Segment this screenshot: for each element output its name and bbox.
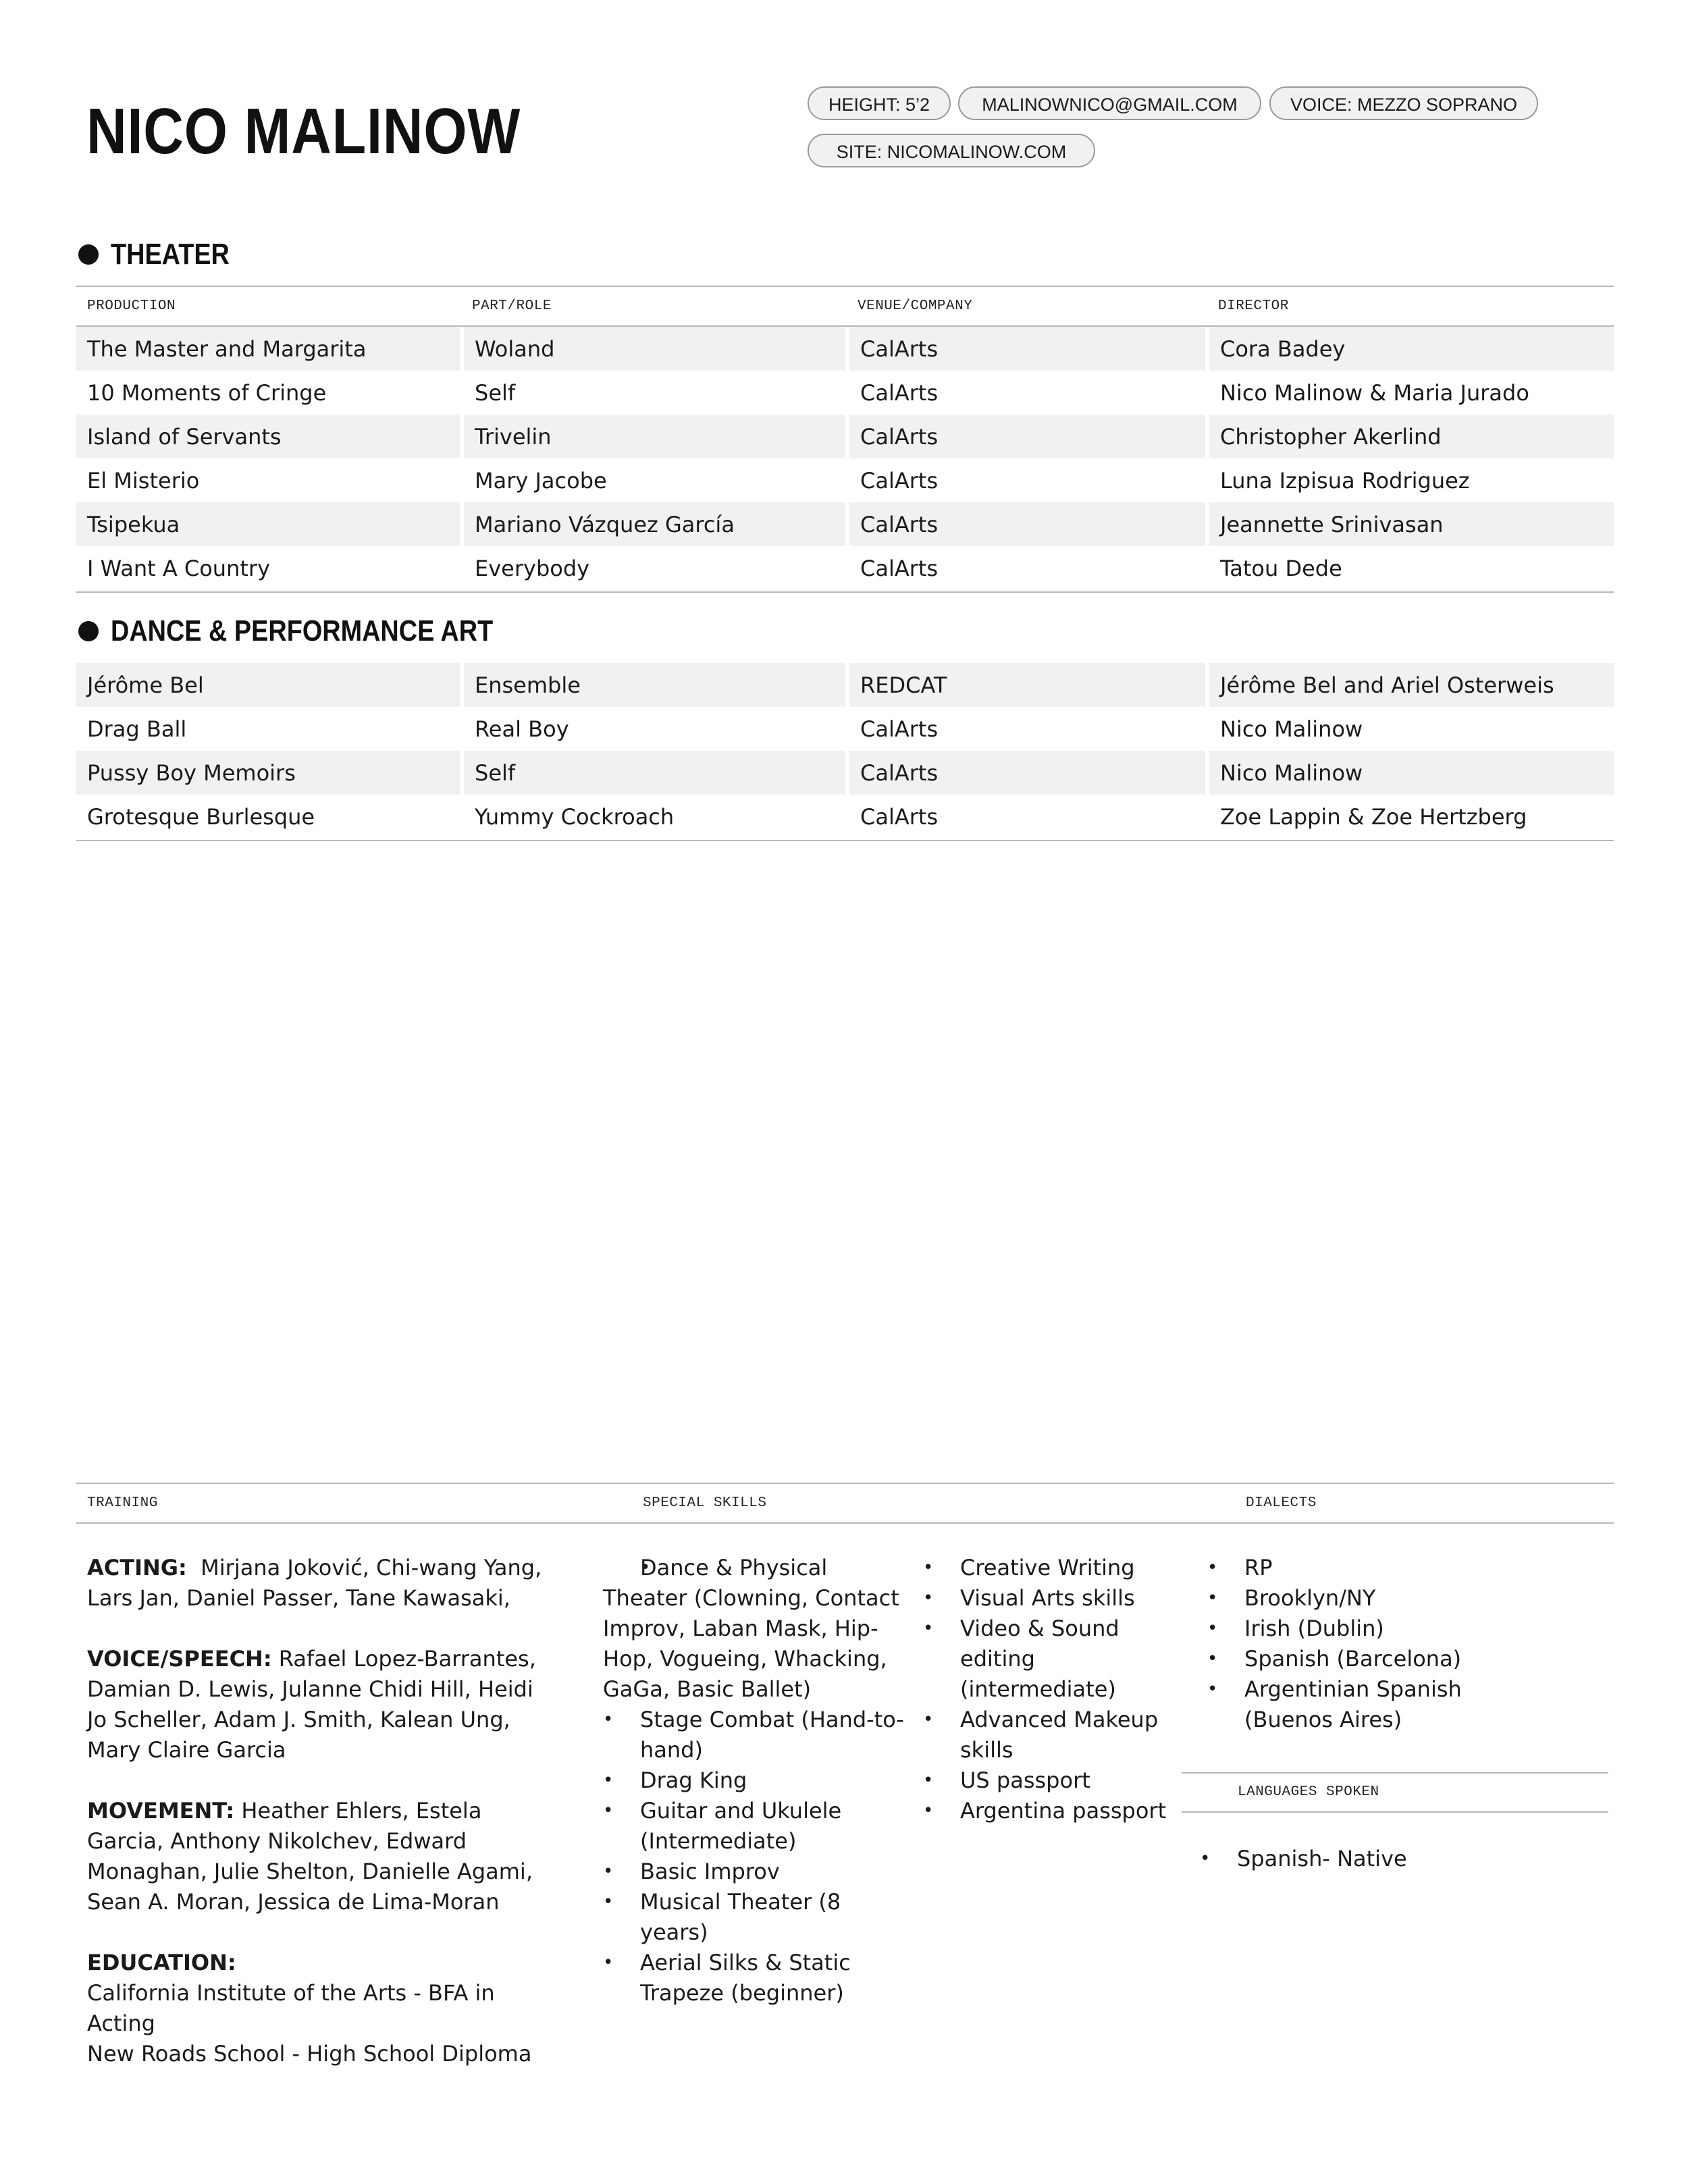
training-header: TRAINING xyxy=(87,1495,158,1511)
email-pill[interactable]: MALINOWNICO@GMAIL.COM xyxy=(958,86,1261,120)
director-cell: Nico Malinow xyxy=(1207,707,1614,751)
production-cell: Drag Ball xyxy=(87,716,187,742)
skills-column-2 xyxy=(923,1553,1193,1826)
skill-item: • Video & Sound editing (intermediate) xyxy=(923,1614,1193,1705)
skill-item: • Creative Writing xyxy=(923,1553,1193,1583)
dialect-item: • RP xyxy=(1207,1553,1491,1583)
role-cell: Mary Jacobe xyxy=(462,458,847,502)
table-row xyxy=(76,327,1614,371)
dialect-item: • Irish (Dublin) xyxy=(1207,1614,1491,1644)
skill-item: • Stage Combat (Hand-to-hand) xyxy=(603,1705,907,1765)
divider xyxy=(76,286,1614,287)
director-cell: Nico Malinow & Maria Jurado xyxy=(1207,371,1614,415)
training-column xyxy=(87,1553,560,2069)
education-block xyxy=(87,1948,560,2069)
education-item: New Roads School - High School Diploma xyxy=(87,2041,532,2067)
languages-header: LANGUAGES SPOKEN xyxy=(1238,1784,1379,1800)
bullet-dot-icon xyxy=(78,244,99,265)
role-cell: Everybody xyxy=(462,546,847,590)
role-cell: Trivelin xyxy=(462,415,847,458)
director-cell: Cora Badey xyxy=(1207,327,1614,371)
director-cell: Luna Izpisua Rodriguez xyxy=(1207,458,1614,502)
divider xyxy=(1182,1811,1608,1813)
skill-item: • Drag King xyxy=(603,1765,907,1796)
role-cell: Woland xyxy=(462,327,847,371)
table-row xyxy=(76,795,1614,838)
venue-cell: CalArts xyxy=(847,751,1207,795)
voice-block xyxy=(87,1644,560,1765)
role-cell: Ensemble xyxy=(462,663,847,707)
role-cell: Self xyxy=(462,751,847,795)
height-pill: HEIGHT: 5’2 xyxy=(808,86,951,120)
director-cell: Jeannette Srinivasan xyxy=(1207,502,1614,546)
movement-block xyxy=(87,1796,560,1917)
dance-title: DANCE & PERFORMANCE ART xyxy=(111,614,494,647)
acting-block xyxy=(87,1553,560,1614)
venue-cell: CalArts xyxy=(847,458,1207,502)
skill-item: • Dance & Physical Theater (Clowning, Contact Improv, Laban Mask, Hip-Hop, Vogueing, Whacking, GaGa, Basic Ballet) xyxy=(603,1553,907,1705)
production-cell: Island of Servants xyxy=(76,415,462,458)
education-item: California Institute of the Arts - BFA in Acting xyxy=(87,1980,495,2036)
venue-cell: CalArts xyxy=(847,371,1207,415)
table-row xyxy=(76,415,1614,458)
skill-item: • Musical Theater (8 years) xyxy=(603,1887,907,1948)
production-cell: The Master and Margarita xyxy=(76,327,462,371)
voice-pill: VOICE: MEZZO SOPRANO xyxy=(1269,86,1538,120)
voice-teachers: Rafael Lopez-Barrantes, Damian D. Lewis, Julanne Chidi Hill, Heidi Jo Scheller, Adam J. Smith, Kalean Ung, Mary Claire Garcia xyxy=(87,1646,536,1763)
dialect-item: • Argentinian Spanish (Buenos Aires) xyxy=(1207,1674,1491,1735)
skill-item: • Advanced Makeup skills xyxy=(923,1705,1193,1765)
table-row xyxy=(76,663,1614,707)
skill-item: • Basic Improv xyxy=(603,1857,907,1887)
skills-column-1 xyxy=(603,1553,907,2008)
theater-title: THEATER xyxy=(111,238,230,271)
role-cell: Real Boy xyxy=(462,707,847,751)
divider xyxy=(76,840,1614,841)
movement-teachers: Heather Ehlers, Estela Garcia, Anthony Nikolchev, Edward Monaghan, Julie Shelton, Danielle Agami, Sean A. Moran, Jessica de Lima-Moran xyxy=(87,1798,533,1915)
table-row xyxy=(76,707,1614,751)
director-cell: Zoe Lappin & Zoe Hertzberg xyxy=(1207,795,1614,838)
divider xyxy=(1182,1772,1608,1774)
dialect-item: • Brooklyn/NY xyxy=(1207,1583,1491,1614)
venue-cell: CalArts xyxy=(847,546,1207,590)
director-cell: Tatou Dede xyxy=(1207,546,1614,590)
movement-label: MOVEMENT: xyxy=(87,1798,235,1823)
role-cell: Yummy Cockroach xyxy=(462,795,847,838)
dance-table xyxy=(76,663,1614,838)
role-cell: Mariano Vázquez García xyxy=(462,502,847,546)
production-cell: Pussy Boy Memoirs xyxy=(76,751,462,795)
education-label: EDUCATION: xyxy=(87,1950,236,1975)
production-cell: Tsipekua xyxy=(76,502,462,546)
site-pill[interactable]: SITE: NICOMALINOW.COM xyxy=(808,134,1095,167)
language-item: • Spanish- Native xyxy=(1200,1844,1483,1874)
col-header-production: PRODUCTION xyxy=(87,298,176,314)
skill-item: • Argentina passport xyxy=(923,1796,1193,1826)
production-cell: 10 Moments of Cringe xyxy=(87,379,327,406)
table-row xyxy=(76,502,1614,546)
bullet-dot-icon xyxy=(78,621,99,641)
production-cell: Grotesque Burlesque xyxy=(87,803,315,830)
role-cell: Self xyxy=(462,371,847,415)
production-cell: El Misterio xyxy=(87,467,200,494)
divider xyxy=(76,591,1614,593)
dialects-header: DIALECTS xyxy=(1246,1495,1317,1511)
table-row xyxy=(76,371,1614,415)
venue-cell: CalArts xyxy=(847,502,1207,546)
venue-cell: CalArts xyxy=(847,707,1207,751)
venue-cell: CalArts xyxy=(847,795,1207,838)
production-cell: I Want A Country xyxy=(87,555,270,581)
table-row xyxy=(76,546,1614,590)
theater-heading xyxy=(78,238,249,271)
director-cell: Christopher Akerlind xyxy=(1207,415,1614,458)
actor-name: NICO MALINOW xyxy=(86,95,521,167)
table-row xyxy=(76,751,1614,795)
voice-label: VOICE/SPEECH: xyxy=(87,1646,272,1672)
acting-label: ACTING: xyxy=(87,1555,187,1580)
acting-teachers: Mirjana Joković, Chi-wang Yang, Lars Jan, Daniel Passer, Tane Kawasaki, xyxy=(87,1555,542,1611)
venue-cell: REDCAT xyxy=(847,663,1207,707)
skill-item: • Aerial Silks & Static Trapeze (beginner) xyxy=(603,1948,907,2008)
dance-heading xyxy=(78,614,555,648)
venue-cell: CalArts xyxy=(847,415,1207,458)
dialect-item: • Spanish (Barcelona) xyxy=(1207,1644,1491,1674)
skill-item: • Visual Arts skills xyxy=(923,1583,1193,1614)
skill-item: • Guitar and Ukulele (Intermediate) xyxy=(603,1796,907,1857)
venue-cell: CalArts xyxy=(847,327,1207,371)
production-cell: Jérôme Bel xyxy=(76,663,462,707)
languages-column xyxy=(1200,1844,1483,1874)
table-row xyxy=(76,458,1614,502)
col-header-venue: VENUE/COMPANY xyxy=(858,298,973,314)
divider xyxy=(76,1483,1614,1484)
director-cell: Nico Malinow xyxy=(1207,751,1614,795)
divider xyxy=(76,1522,1614,1524)
skills-header: SPECIAL SKILLS xyxy=(643,1495,767,1511)
theater-table xyxy=(76,327,1614,590)
col-header-role: PART/ROLE xyxy=(472,298,552,314)
col-header-director: DIRECTOR xyxy=(1218,298,1289,314)
dialects-column xyxy=(1207,1553,1491,1735)
director-cell: Jérôme Bel and Ariel Osterweis xyxy=(1207,663,1614,707)
skill-item: • US passport xyxy=(923,1765,1193,1796)
